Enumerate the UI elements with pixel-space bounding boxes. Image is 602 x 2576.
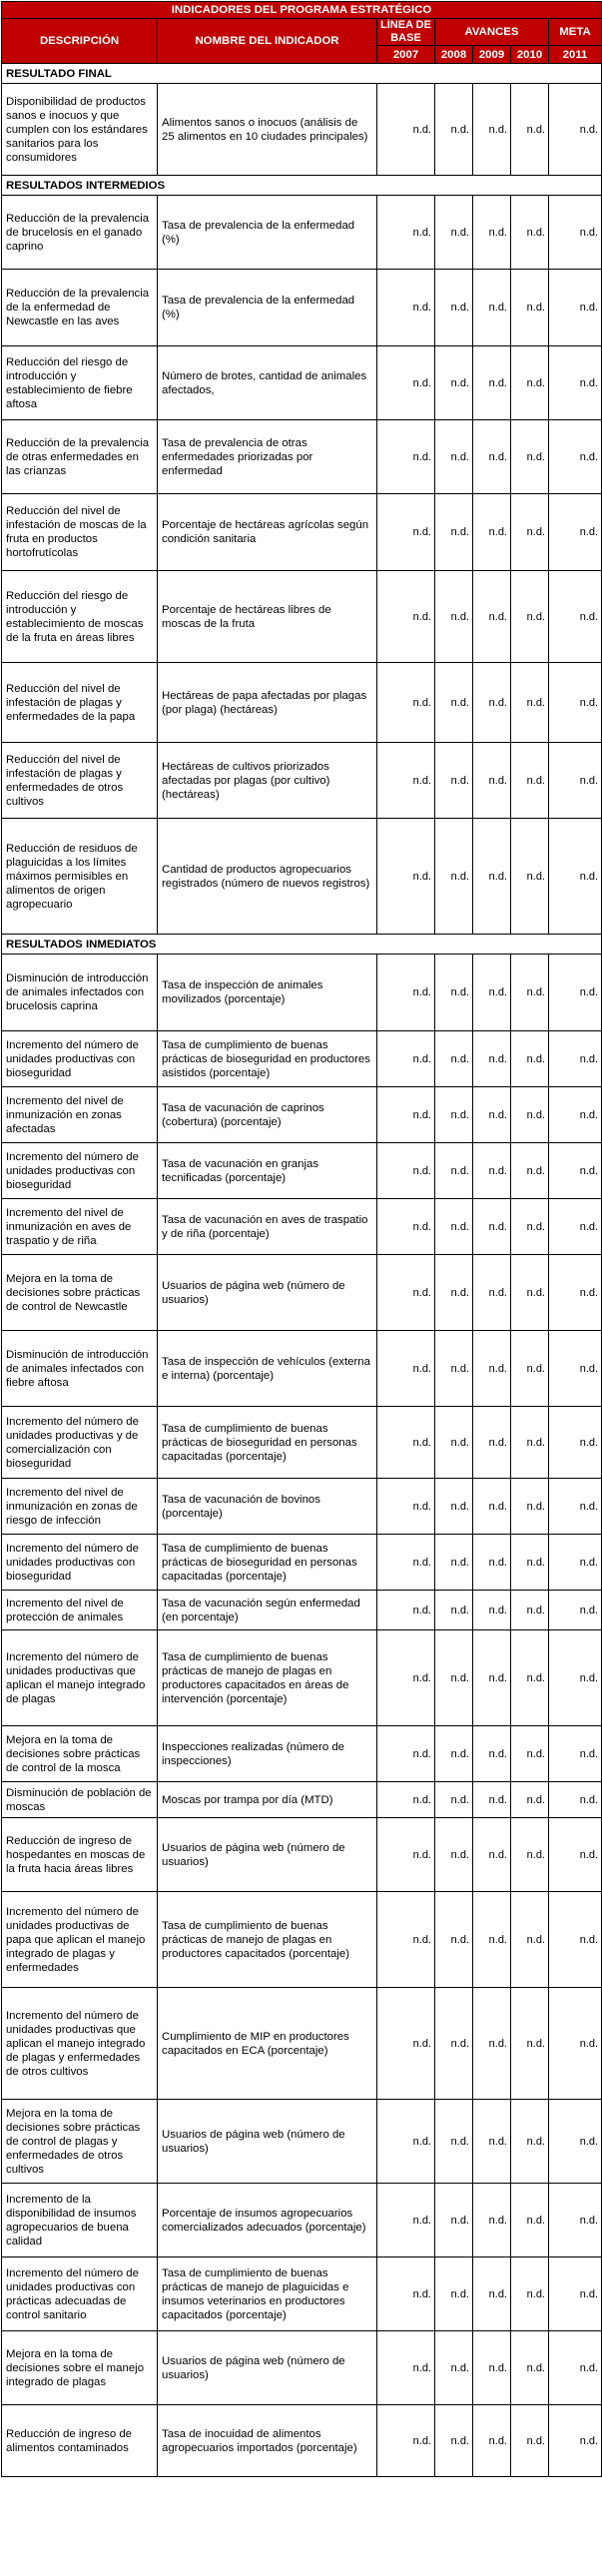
row-2008-value: n.d.	[435, 196, 473, 270]
row-description: Mejora en la toma de decisiones sobre el manejo integrado de plagas	[2, 2331, 158, 2405]
row-2010-value: n.d.	[511, 1479, 549, 1535]
row-indicator: Tasa de vacunación en granjas tecnificadas (porcentaje)	[158, 1143, 377, 1199]
section-row	[2, 935, 602, 955]
row-indicator: Tasa de cumplimiento de buenas prácticas de manejo de plaguicidas e insumos veterinarios en productores capacitados (porcentaje)	[158, 2257, 377, 2331]
col-indicador-header: NOMBRE DEL INDICADOR	[158, 19, 377, 64]
row-2009-value: n.d.	[473, 1782, 511, 1818]
row-2008-value: n.d.	[435, 1031, 473, 1087]
row-meta-value: n.d.	[549, 955, 602, 1031]
row-indicator: Tasa de cumplimiento de buenas prácticas de manejo de plagas en productores capacitados (porcentaje)	[158, 1892, 377, 1988]
table-row	[2, 1143, 602, 1199]
row-meta-value: n.d.	[549, 1479, 602, 1535]
row-description: Incremento del nivel de protección de animales	[2, 1591, 158, 1630]
row-2010-value: n.d.	[511, 2331, 549, 2405]
row-2009-value: n.d.	[473, 1726, 511, 1782]
row-2008-value: n.d.	[435, 1407, 473, 1479]
row-description: Disminución de población de moscas	[2, 1782, 158, 1818]
year-base-header: 2007	[377, 46, 435, 64]
row-base-value: n.d.	[377, 346, 435, 420]
row-2009-value: n.d.	[473, 420, 511, 494]
row-base-value: n.d.	[377, 1479, 435, 1535]
row-description: Disminución de introducción de animales infectados con brucelosis caprina	[2, 955, 158, 1031]
row-description: Incremento del número de unidades productivas de papa que aplican el manejo integrado de plagas y enfermedades	[2, 1892, 158, 1988]
row-2008-value: n.d.	[435, 1331, 473, 1407]
row-base-value: n.d.	[377, 1199, 435, 1255]
row-2008-value: n.d.	[435, 2184, 473, 2257]
table-row	[2, 84, 602, 176]
row-indicator: Usuarios de página web (número de usuarios)	[158, 2331, 377, 2405]
row-base-value: n.d.	[377, 2100, 435, 2184]
row-2009-value: n.d.	[473, 2257, 511, 2331]
row-meta-value: n.d.	[549, 1143, 602, 1199]
row-base-value: n.d.	[377, 2331, 435, 2405]
row-description: Incremento del número de unidades productivas y de comercialización con bioseguridad	[2, 1407, 158, 1479]
row-indicator: Tasa de inocuidad de alimentos agropecuarios importados (porcentaje)	[158, 2405, 377, 2477]
row-2009-value: n.d.	[473, 196, 511, 270]
row-2008-value: n.d.	[435, 1591, 473, 1630]
row-indicator: Usuarios de página web (número de usuarios)	[158, 2100, 377, 2184]
table-row	[2, 2100, 602, 2184]
row-2010-value: n.d.	[511, 196, 549, 270]
row-2008-value: n.d.	[435, 2257, 473, 2331]
row-2010-value: n.d.	[511, 2184, 549, 2257]
row-2010-value: n.d.	[511, 346, 549, 420]
section-title: RESULTADO FINAL	[2, 64, 602, 84]
row-2008-value: n.d.	[435, 1199, 473, 1255]
row-base-value: n.d.	[377, 1255, 435, 1331]
row-meta-value: n.d.	[549, 571, 602, 663]
row-description: Reducción del riesgo de introducción y establecimiento de moscas de la fruta en áreas libres	[2, 571, 158, 663]
row-2008-value: n.d.	[435, 743, 473, 819]
row-description: Reducción del nivel de infestación de plagas y enfermedades de otros cultivos	[2, 743, 158, 819]
row-description: Incremento del número de unidades productivas con prácticas adecuadas de control sanitario	[2, 2257, 158, 2331]
section-title: RESULTADOS INTERMEDIOS	[2, 176, 602, 196]
row-meta-value: n.d.	[549, 270, 602, 346]
row-description: Incremento del número de unidades productivas con bioseguridad	[2, 1031, 158, 1087]
table-row	[2, 819, 602, 935]
row-2009-value: n.d.	[473, 346, 511, 420]
year-2009-header: 2009	[473, 46, 511, 64]
row-indicator: Hectáreas de cultivos priorizados afectadas por plagas (por cultivo) (hectáreas)	[158, 743, 377, 819]
row-indicator: Alimentos sanos o inocuos (análisis de 25 alimentos en 10 ciudades principales)	[158, 84, 377, 176]
row-2008-value: n.d.	[435, 1988, 473, 2100]
row-base-value: n.d.	[377, 494, 435, 571]
row-meta-value: n.d.	[549, 2100, 602, 2184]
row-2010-value: n.d.	[511, 663, 549, 743]
row-indicator: Porcentaje de insumos agropecuarios comercializados adecuados (porcentaje)	[158, 2184, 377, 2257]
row-base-value: n.d.	[377, 1726, 435, 1782]
row-2009-value: n.d.	[473, 1255, 511, 1331]
row-2008-value: n.d.	[435, 2100, 473, 2184]
row-2010-value: n.d.	[511, 1988, 549, 2100]
row-description: Mejora en la toma de decisiones sobre prácticas de control de la mosca	[2, 1726, 158, 1782]
row-2008-value: n.d.	[435, 1726, 473, 1782]
row-2009-value: n.d.	[473, 1535, 511, 1591]
row-base-value: n.d.	[377, 1031, 435, 1087]
row-indicator: Moscas por trampa por día (MTD)	[158, 1782, 377, 1818]
row-description: Incremento de la disponibilidad de insumos agropecuarios de buena calidad	[2, 2184, 158, 2257]
row-indicator: Tasa de prevalencia de otras enfermedades priorizadas por enfermedad	[158, 420, 377, 494]
row-description: Reducción de ingreso de hospedantes en moscas de la fruta hacia áreas libres	[2, 1818, 158, 1892]
row-2008-value: n.d.	[435, 1630, 473, 1726]
year-meta-header: 2011	[549, 46, 602, 64]
indicators-table	[1, 1, 602, 2477]
row-2009-value: n.d.	[473, 494, 511, 571]
col-descripcion-header: DESCRIPCIÓN	[2, 19, 158, 64]
row-2008-value: n.d.	[435, 1087, 473, 1143]
row-2009-value: n.d.	[473, 743, 511, 819]
row-base-value: n.d.	[377, 1331, 435, 1407]
row-2009-value: n.d.	[473, 1892, 511, 1988]
row-indicator: Tasa de inspección de animales movilizados (porcentaje)	[158, 955, 377, 1031]
table-row	[2, 571, 602, 663]
row-base-value: n.d.	[377, 1818, 435, 1892]
row-2008-value: n.d.	[435, 1892, 473, 1988]
row-base-value: n.d.	[377, 1591, 435, 1630]
row-2010-value: n.d.	[511, 1892, 549, 1988]
row-indicator: Tasa de prevalencia de la enfermedad (%)	[158, 270, 377, 346]
row-2009-value: n.d.	[473, 2331, 511, 2405]
row-description: Mejora en la toma de decisiones sobre prácticas de control de plagas y enfermedades de otros cultivos	[2, 2100, 158, 2184]
row-meta-value: n.d.	[549, 196, 602, 270]
row-2008-value: n.d.	[435, 2331, 473, 2405]
table-row	[2, 1199, 602, 1255]
row-2009-value: n.d.	[473, 2405, 511, 2477]
row-2008-value: n.d.	[435, 1782, 473, 1818]
row-description: Incremento del nivel de inmunización en zonas afectadas	[2, 1087, 158, 1143]
row-meta-value: n.d.	[549, 2184, 602, 2257]
row-description: Disponibilidad de productos sanos e inocuos y que cumplen con los estándares sanitarios para los consumidores	[2, 84, 158, 176]
table-row	[2, 346, 602, 420]
row-description: Incremento del nivel de inmunización en aves de traspatio y de riña	[2, 1199, 158, 1255]
row-base-value: n.d.	[377, 955, 435, 1031]
row-description: Reducción del nivel de infestación de plagas y enfermedades de la papa	[2, 663, 158, 743]
row-meta-value: n.d.	[549, 1591, 602, 1630]
col-linea-base-header: LÍNEA DE BASE	[377, 19, 435, 46]
row-base-value: n.d.	[377, 1892, 435, 1988]
row-indicator: Porcentaje de hectáreas agrícolas según condición sanitaria	[158, 494, 377, 571]
row-2010-value: n.d.	[511, 955, 549, 1031]
row-description: Reducción de la prevalencia de la enfermedad de Newcastle en las aves	[2, 270, 158, 346]
row-2009-value: n.d.	[473, 1143, 511, 1199]
table-row	[2, 1988, 602, 2100]
row-indicator: Cumplimiento de MIP en productores capacitados en ECA (porcentaje)	[158, 1988, 377, 2100]
row-2010-value: n.d.	[511, 1199, 549, 1255]
row-base-value: n.d.	[377, 1535, 435, 1591]
row-2009-value: n.d.	[473, 1087, 511, 1143]
row-2009-value: n.d.	[473, 270, 511, 346]
row-description: Incremento del nivel de inmunización en zonas de riesgo de infección	[2, 1479, 158, 1535]
row-meta-value: n.d.	[549, 1331, 602, 1407]
table-row	[2, 1782, 602, 1818]
table-row	[2, 1479, 602, 1535]
row-meta-value: n.d.	[549, 1726, 602, 1782]
row-2010-value: n.d.	[511, 2405, 549, 2477]
row-meta-value: n.d.	[549, 1255, 602, 1331]
row-2008-value: n.d.	[435, 663, 473, 743]
row-base-value: n.d.	[377, 420, 435, 494]
row-base-value: n.d.	[377, 196, 435, 270]
row-indicator: Hectáreas de papa afectadas por plagas (por plaga) (hectáreas)	[158, 663, 377, 743]
row-2010-value: n.d.	[511, 1630, 549, 1726]
table-row	[2, 1535, 602, 1591]
col-avances-header: AVANCES	[435, 19, 549, 46]
table-row	[2, 1031, 602, 1087]
row-2010-value: n.d.	[511, 1143, 549, 1199]
row-2010-value: n.d.	[511, 1031, 549, 1087]
row-description: Incremento del número de unidades productivas con bioseguridad	[2, 1535, 158, 1591]
row-description: Mejora en la toma de decisiones sobre prácticas de control de Newcastle	[2, 1255, 158, 1331]
row-meta-value: n.d.	[549, 1782, 602, 1818]
row-meta-value: n.d.	[549, 2405, 602, 2477]
row-indicator: Tasa de vacunación según enfermedad (en porcentaje)	[158, 1591, 377, 1630]
row-indicator: Usuarios de página web (número de usuarios)	[158, 1818, 377, 1892]
table-row	[2, 1255, 602, 1331]
row-description: Incremento del número de unidades productivas con bioseguridad	[2, 1143, 158, 1199]
row-indicator: Número de brotes, cantidad de animales afectados,	[158, 346, 377, 420]
row-2010-value: n.d.	[511, 2257, 549, 2331]
row-indicator: Tasa de cumplimiento de buenas prácticas de bioseguridad en personas capacitadas (porcentaje)	[158, 1535, 377, 1591]
row-meta-value: n.d.	[549, 1630, 602, 1726]
row-2009-value: n.d.	[473, 1031, 511, 1087]
row-indicator: Tasa de inspección de vehículos (externa e interna) (porcentaje)	[158, 1331, 377, 1407]
row-description: Reducción de residuos de plaguicidas a los límites máximos permisibles en alimentos de origen agropecuario	[2, 819, 158, 935]
row-2009-value: n.d.	[473, 1591, 511, 1630]
col-meta-header: META	[549, 19, 602, 46]
row-base-value: n.d.	[377, 819, 435, 935]
table-row	[2, 1087, 602, 1143]
row-meta-value: n.d.	[549, 494, 602, 571]
row-2009-value: n.d.	[473, 571, 511, 663]
row-2010-value: n.d.	[511, 1407, 549, 1479]
indicators-body	[2, 64, 602, 2477]
section-title: RESULTADOS INMEDIATOS	[2, 935, 602, 955]
row-2009-value: n.d.	[473, 1988, 511, 2100]
row-2010-value: n.d.	[511, 1255, 549, 1331]
row-indicator: Inspecciones realizadas (número de inspecciones)	[158, 1726, 377, 1782]
row-2010-value: n.d.	[511, 1087, 549, 1143]
row-2010-value: n.d.	[511, 1726, 549, 1782]
row-base-value: n.d.	[377, 2184, 435, 2257]
row-2008-value: n.d.	[435, 270, 473, 346]
table-row	[2, 1591, 602, 1630]
row-description: Incremento del número de unidades productivas que aplican el manejo integrado de plagas	[2, 1630, 158, 1726]
row-base-value: n.d.	[377, 2405, 435, 2477]
row-2008-value: n.d.	[435, 1255, 473, 1331]
row-description: Reducción de la prevalencia de brucelosis en el ganado caprino	[2, 196, 158, 270]
row-2009-value: n.d.	[473, 1818, 511, 1892]
table-row	[2, 663, 602, 743]
row-indicator: Tasa de vacunación de bovinos (porcentaje)	[158, 1479, 377, 1535]
row-meta-value: n.d.	[549, 663, 602, 743]
row-meta-value: n.d.	[549, 1031, 602, 1087]
row-indicator: Porcentaje de hectáreas libres de moscas de la fruta	[158, 571, 377, 663]
row-2010-value: n.d.	[511, 420, 549, 494]
row-base-value: n.d.	[377, 1988, 435, 2100]
row-base-value: n.d.	[377, 743, 435, 819]
row-meta-value: n.d.	[549, 1892, 602, 1988]
row-2009-value: n.d.	[473, 1199, 511, 1255]
row-indicator: Tasa de cumplimiento de buenas prácticas de bioseguridad en productores asistidos (porcentaje)	[158, 1031, 377, 1087]
row-2010-value: n.d.	[511, 1782, 549, 1818]
row-2010-value: n.d.	[511, 270, 549, 346]
table-row	[2, 955, 602, 1031]
row-2008-value: n.d.	[435, 420, 473, 494]
row-2009-value: n.d.	[473, 84, 511, 176]
table-row	[2, 196, 602, 270]
row-meta-value: n.d.	[549, 2331, 602, 2405]
row-indicator: Tasa de cumplimiento de buenas prácticas de bioseguridad en personas capacitadas (porcentaje)	[158, 1407, 377, 1479]
table-row	[2, 1892, 602, 1988]
row-description: Reducción del nivel de infestación de moscas de la fruta en productos hortofrutícolas	[2, 494, 158, 571]
row-meta-value: n.d.	[549, 420, 602, 494]
row-2008-value: n.d.	[435, 84, 473, 176]
row-2008-value: n.d.	[435, 346, 473, 420]
table-row	[2, 2405, 602, 2477]
row-2010-value: n.d.	[511, 494, 549, 571]
section-row	[2, 176, 602, 196]
row-description: Reducción del riesgo de introducción y establecimiento de fiebre aftosa	[2, 346, 158, 420]
row-2010-value: n.d.	[511, 84, 549, 176]
table-row	[2, 1630, 602, 1726]
row-2008-value: n.d.	[435, 955, 473, 1031]
row-2009-value: n.d.	[473, 819, 511, 935]
row-meta-value: n.d.	[549, 819, 602, 935]
row-2008-value: n.d.	[435, 1535, 473, 1591]
row-indicator: Cantidad de productos agropecuarios registrados (número de nuevos registros)	[158, 819, 377, 935]
year-2010-header: 2010	[511, 46, 549, 64]
row-meta-value: n.d.	[549, 346, 602, 420]
table-row	[2, 2184, 602, 2257]
row-indicator: Tasa de prevalencia de la enfermedad (%)	[158, 196, 377, 270]
row-base-value: n.d.	[377, 270, 435, 346]
table-row	[2, 1407, 602, 1479]
row-2009-value: n.d.	[473, 1407, 511, 1479]
row-2010-value: n.d.	[511, 1535, 549, 1591]
table-row	[2, 420, 602, 494]
row-2009-value: n.d.	[473, 2184, 511, 2257]
section-row	[2, 64, 602, 84]
row-2009-value: n.d.	[473, 1630, 511, 1726]
row-description: Incremento del número de unidades productivas que aplican el manejo integrado de plagas y enfermedades de otros cultivos	[2, 1988, 158, 2100]
row-meta-value: n.d.	[549, 84, 602, 176]
row-base-value: n.d.	[377, 84, 435, 176]
row-meta-value: n.d.	[549, 1535, 602, 1591]
year-2008-header: 2008	[435, 46, 473, 64]
table-title: INDICADORES DEL PROGRAMA ESTRATÉGICO	[2, 2, 602, 19]
row-2008-value: n.d.	[435, 1818, 473, 1892]
row-2010-value: n.d.	[511, 819, 549, 935]
row-indicator: Tasa de vacunación de caprinos (cobertura) (porcentaje)	[158, 1087, 377, 1143]
row-meta-value: n.d.	[549, 1087, 602, 1143]
row-2009-value: n.d.	[473, 663, 511, 743]
table-row	[2, 2257, 602, 2331]
table-row	[2, 1726, 602, 1782]
row-2009-value: n.d.	[473, 1331, 511, 1407]
row-meta-value: n.d.	[549, 1407, 602, 1479]
row-base-value: n.d.	[377, 1407, 435, 1479]
row-2008-value: n.d.	[435, 1479, 473, 1535]
row-meta-value: n.d.	[549, 2257, 602, 2331]
row-indicator: Tasa de cumplimiento de buenas prácticas de manejo de plagas en productores capacitados en áreas de intervención (porcentaje)	[158, 1630, 377, 1726]
row-2008-value: n.d.	[435, 2405, 473, 2477]
row-indicator: Tasa de vacunación en aves de traspatio y de riña (porcentaje)	[158, 1199, 377, 1255]
row-2010-value: n.d.	[511, 571, 549, 663]
row-base-value: n.d.	[377, 2257, 435, 2331]
row-2010-value: n.d.	[511, 743, 549, 819]
row-meta-value: n.d.	[549, 1988, 602, 2100]
row-base-value: n.d.	[377, 1782, 435, 1818]
row-base-value: n.d.	[377, 1087, 435, 1143]
table-row	[2, 1331, 602, 1407]
row-2010-value: n.d.	[511, 1591, 549, 1630]
table-row	[2, 743, 602, 819]
table-row	[2, 2331, 602, 2405]
row-meta-value: n.d.	[549, 1199, 602, 1255]
row-2010-value: n.d.	[511, 2100, 549, 2184]
row-2008-value: n.d.	[435, 494, 473, 571]
row-meta-value: n.d.	[549, 743, 602, 819]
row-base-value: n.d.	[377, 571, 435, 663]
row-2009-value: n.d.	[473, 1479, 511, 1535]
row-2009-value: n.d.	[473, 2100, 511, 2184]
row-description: Disminución de introducción de animales infectados con fiebre aftosa	[2, 1331, 158, 1407]
table-row	[2, 1818, 602, 1892]
row-2010-value: n.d.	[511, 1818, 549, 1892]
table-row	[2, 270, 602, 346]
row-base-value: n.d.	[377, 663, 435, 743]
row-indicator: Usuarios de página web (número de usuarios)	[158, 1255, 377, 1331]
row-description: Reducción de la prevalencia de otras enfermedades en las crianzas	[2, 420, 158, 494]
row-2008-value: n.d.	[435, 1143, 473, 1199]
row-2010-value: n.d.	[511, 1331, 549, 1407]
row-2008-value: n.d.	[435, 571, 473, 663]
row-meta-value: n.d.	[549, 1818, 602, 1892]
row-base-value: n.d.	[377, 1630, 435, 1726]
table-row	[2, 494, 602, 571]
row-description: Reducción de ingreso de alimentos contaminados	[2, 2405, 158, 2477]
row-2008-value: n.d.	[435, 819, 473, 935]
row-2009-value: n.d.	[473, 955, 511, 1031]
row-base-value: n.d.	[377, 1143, 435, 1199]
